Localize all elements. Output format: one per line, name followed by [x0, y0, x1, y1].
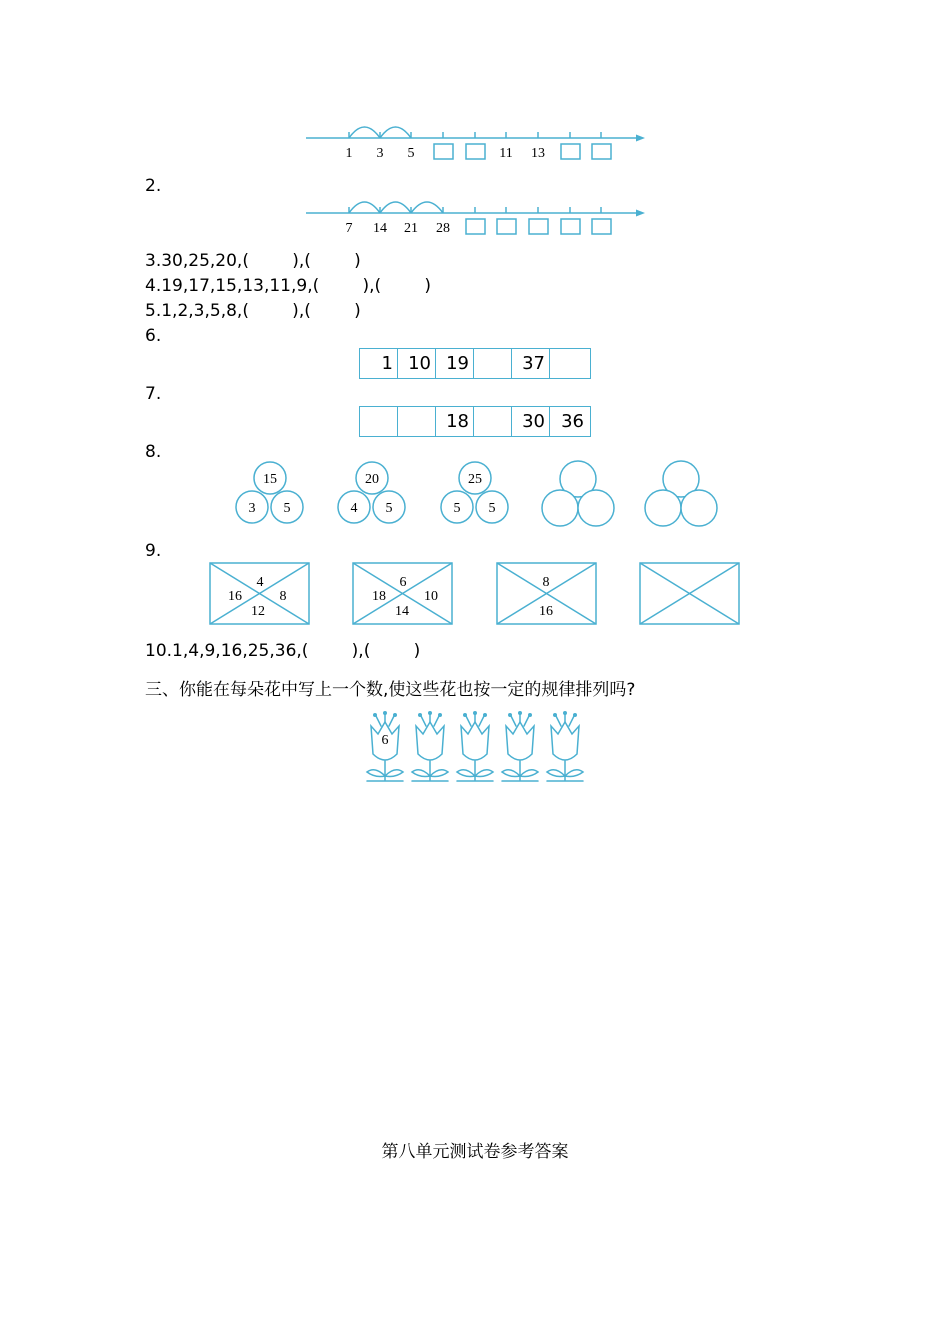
circle-number: 3: [248, 501, 256, 516]
tick-label: 1: [345, 146, 353, 161]
answer-box[interactable]: [466, 219, 485, 234]
grid-cell[interactable]: 30: [512, 407, 550, 436]
circle-number: 5: [453, 501, 461, 516]
grid-cell[interactable]: 36: [561, 411, 584, 432]
question-5: 5.1,2,3,5,8,( ),( ): [145, 301, 361, 321]
box-number: 8: [279, 589, 287, 604]
tick-label: 3: [376, 146, 384, 161]
circle-number: 5: [488, 501, 496, 516]
flower-number: 6: [381, 733, 389, 748]
circle-number: 15: [263, 472, 277, 487]
box-number: 16: [539, 604, 553, 619]
question-6-label: 6.: [145, 326, 162, 346]
answer-box[interactable]: [434, 144, 453, 159]
grid-cell[interactable]: 1: [360, 349, 398, 378]
circle-number: 5: [385, 501, 393, 516]
box-number: 6: [399, 575, 407, 590]
box-number: 14: [395, 604, 409, 619]
grid-cell[interactable]: [474, 349, 512, 378]
box-number: 4: [256, 575, 264, 590]
grid-cell[interactable]: 18: [436, 407, 474, 436]
circle-number: 20: [365, 472, 379, 487]
box-number: 10: [424, 589, 438, 604]
grid-cell[interactable]: [360, 407, 398, 436]
circle-number: 5: [283, 501, 291, 516]
grid-cell[interactable]: 37: [512, 349, 550, 378]
box-number: 12: [251, 604, 265, 619]
question-8-label: 8.: [145, 442, 162, 462]
number-line-1: [300, 118, 650, 166]
circle-number: 4: [350, 501, 358, 516]
answer-box[interactable]: [592, 144, 611, 159]
answer-box[interactable]: [561, 144, 580, 159]
question-10: 10.1,4,9,16,25,36,( ),( ): [145, 641, 421, 661]
tick-label: 13: [531, 146, 545, 161]
question-2-label: 2.: [145, 176, 162, 196]
flower-icon: [412, 711, 448, 781]
tick-label: 11: [499, 146, 513, 161]
question-4: 4.19,17,15,13,11,9,( ),( ): [145, 276, 432, 296]
section-3-prompt: 三、你能在每朵花中写上一个数,使这些花也按一定的规律排列吗?: [145, 680, 636, 700]
circle-number: 25: [468, 472, 482, 487]
grid-cell[interactable]: 19: [436, 349, 474, 378]
tick-label: 21: [404, 221, 418, 236]
box-number: 18: [372, 589, 386, 604]
flower-icon: [547, 711, 583, 781]
cross-boxes: [205, 558, 745, 630]
box-number: 16: [228, 589, 242, 604]
grid-cell[interactable]: [550, 349, 588, 378]
grid-cell[interactable]: [474, 407, 512, 436]
answer-box[interactable]: [497, 219, 516, 234]
answer-box[interactable]: [561, 219, 580, 234]
number-grid-6: [359, 348, 591, 379]
flower-icon: [502, 711, 538, 781]
answer-key-title: 第八单元测试卷参考答案: [381, 1142, 569, 1162]
flower-row: [358, 708, 594, 784]
tick-label: 5: [407, 146, 415, 161]
tick-label: 28: [436, 221, 450, 236]
grid-cell[interactable]: [398, 407, 436, 436]
circle-groups: [220, 458, 730, 530]
tick-label: 14: [373, 221, 387, 236]
answer-box[interactable]: [466, 144, 485, 159]
tick-label: 7: [345, 221, 353, 236]
box-number: 8: [542, 575, 550, 590]
question-3: 3.30,25,20,( ),( ): [145, 251, 361, 271]
number-grid-7: [359, 406, 591, 437]
question-7-label: 7.: [145, 384, 162, 404]
answer-box[interactable]: [529, 219, 548, 234]
grid-cell[interactable]: 10: [398, 349, 436, 378]
question-9-label: 9.: [145, 541, 162, 561]
flower-icon: [457, 711, 493, 781]
answer-box[interactable]: [592, 219, 611, 234]
number-line-2: [300, 193, 650, 241]
